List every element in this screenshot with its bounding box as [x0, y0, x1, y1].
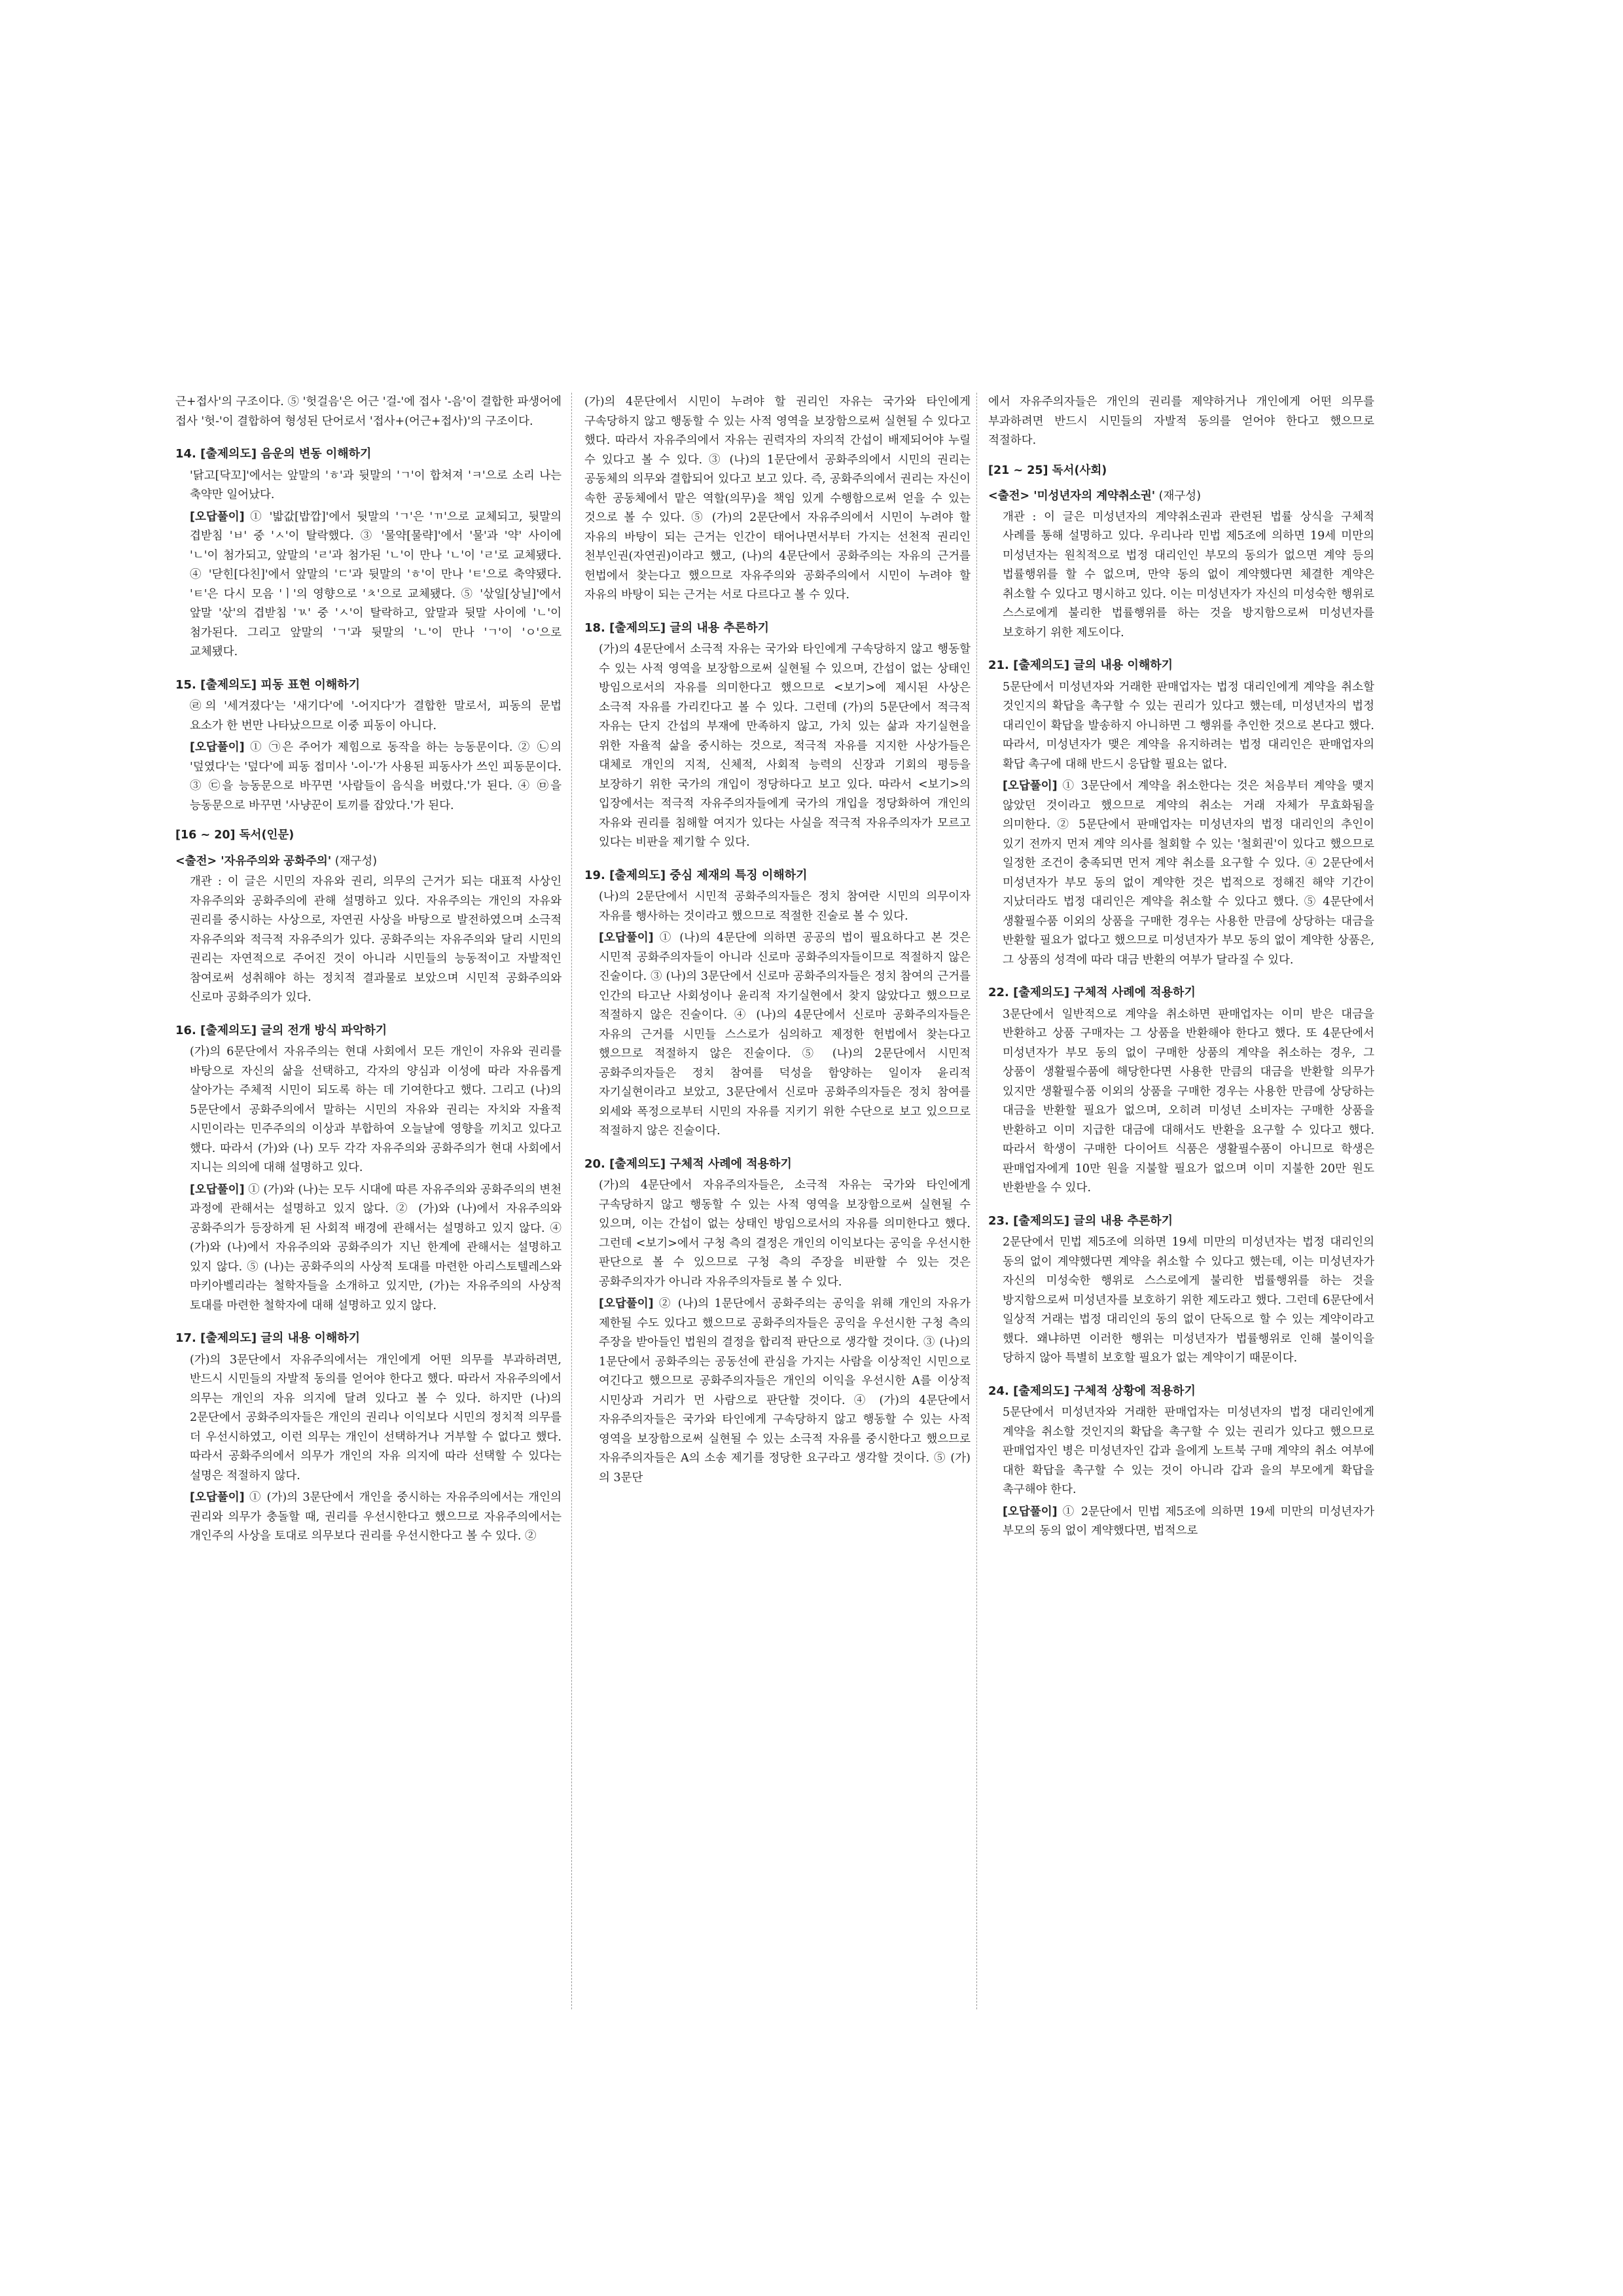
wrong-answer-explanation	[190, 1181, 562, 1316]
wrong-answer-label: [오답풀이]	[1003, 1505, 1058, 1518]
question-19	[584, 866, 971, 1141]
wrong-answer-label: [오답풀이]	[190, 741, 245, 754]
column-left	[175, 393, 562, 2016]
answer-explanation: ㉣의 '세겨졌다'는 '새기다'에 '-어지다'가 결합한 말로서, 피동의 문법 요소가 한 번만 나타났으므로 이중 피동이 아니다.	[190, 700, 562, 732]
continued-explanation: 근+접사'의 구조이다. ⑤ '헛걸음'은 어근 '걸-'에 접사 '-음'이 결합한 파생어에 접사 '헛-'이 결합하여 형성된 단어로서 '접사+(어근+접사)'의 구조이다.	[175, 395, 562, 428]
question-heading: 16. [출제의도] 글의 전개 방식 파악하기	[175, 1023, 387, 1037]
source-block	[988, 487, 1374, 643]
section-heading: [21 ~ 25] 독서(사회)	[988, 463, 1107, 477]
answer-explanation: '닭고[닥꼬]'에서는 앞말의 'ㅎ'과 뒷말의 'ㄱ'이 합쳐져 'ㅋ'으로 소리 나는 축약만 일어났다.	[190, 469, 562, 501]
question-17	[175, 1329, 562, 1547]
column-middle	[584, 393, 971, 2016]
source-overview: 개관 : 이 글은 시민의 자유와 권리, 의무의 근거가 되는 대표적 사상인 자유주의와 공화주의에 관해 설명하고 있다. 자유주의는 개인의 자유와 권리를 중시하는 사상으로, 자연권 사상을 바탕으로 발전하였으며 소극적 자유주의와 적극적 자유주의가 있다. 공화주의는 자유주의와 달리 시민의 권리는 자연적으로 주어진 것이 아니라 시민들의 능동적이고 자발적인 참여로써 성취해야 하는 정치적 결과물로 보았으며 시민적 공화주의와 신로마 공화주의가 있다.	[190, 875, 562, 1004]
answer-explanation: (가)의 6문단에서 자유주의는 현대 사회에서 모든 개인이 자유와 권리를 바탕으로 자신의 삶을 선택하고, 각자의 양심과 이성에 따라 자유롭게 살아가는 주체적 시민이 되도록 하는 데 기여한다고 했다. 그리고 (나)의 5문단에서 공화주의에서 말하는 시민의 자유와 권리는 자치와 자율적 시민이라는 민주주의의 이상과 부합하여 오늘날에 영향을 끼치고 있다고 했다. 따라서 (가)와 (나) 모두 각각 자유주의와 공화주의가 현대 사회에서 지니는 의의에 대해 설명하고 있다.	[190, 1045, 562, 1174]
column-divider	[976, 393, 977, 2009]
wrong-answer-label: [오답풀이]	[599, 1297, 654, 1310]
wrong-answer-text: ① (가)와 (나)는 모두 시대에 따른 자유주의와 공화주의의 변천 과정에 관해서는 설명하고 있지 않다. ② (가)와 (나)에서 자유주의와 공화주의가 등장하게 된 사회적 배경에 관해서는 설명하고 있지 않다. ④ (가)와 (나)에서 자유주의와 공화주의가 지닌 한계에 관해서는 설명하고 있지 않다. ⑤ (나)는 공화주의의 사상적 토대를 마련한 아리스토텔레스와 마키아벨리라는 철학자들을 소개하고 있지만, (가)는 자유주의의 사상적 토대를 마련한 철학자에 대해 설명하고 있지 않다.	[190, 1183, 562, 1312]
source-note: (재구성)	[1155, 490, 1202, 503]
wrong-answer-text: ② (나)의 1문단에서 공화주의는 공익을 위해 개인의 자유가 제한될 수도 있다고 했으므로 공화주의자들은 공익을 우선시한 구청 측의 주장을 받아들인 법원의 결정을 합리적 판단으로 생각할 것이다. ③ (나)의 1문단에서 공화주의는 공동선에 관심을 가지는 사람을 이상적인 시민으로 여긴다고 했으므로 공화주의자들은 개인의 이익을 우선시한 A를 이상적 시민상과 거리가 먼 사람으로 판단할 것이다. ④ (가)의 4문단에서 자유주의자들은 국가와 타인에게 구속당하지 않고 행동할 수 있는 사적 영역을 보장함으로써 실현될 수 있는 소극적 자유를 중시한다고 했으므로 자유주의자들은 A의 소송 제기를 정당한 요구라고 생각할 것이다. ⑤ (가)의 3문단	[599, 1297, 971, 1484]
question-15	[175, 675, 562, 816]
question-heading: 19. [출제의도] 중심 제재의 특징 이해하기	[584, 868, 808, 882]
question-heading: 15. [출제의도] 피동 표현 이해하기	[175, 677, 361, 692]
wrong-answer-explanation	[599, 1295, 971, 1488]
source-title: <출전> '자유주의와 공화주의'	[175, 854, 332, 868]
source-title: <출전> '미성년자의 계약취소권'	[988, 490, 1156, 503]
question-20	[584, 1155, 971, 1488]
column-divider	[571, 393, 572, 2009]
answer-explanation: 5문단에서 미성년자와 거래한 판매업자는 법정 대리인에게 계약을 취소할 것인지의 확답을 촉구할 수 있는 권리가 있다고 했는데, 미성년자의 법정 대리인이 확답을 발송하지 아니하면 그 행위를 추인한 것으로 본다고 했다. 따라서, 미성년자가 맺은 계약을 유지하려는 법정 대리인은 판매업자의 확답 촉구에 대해 반드시 응답할 필요는 없다.	[1003, 680, 1374, 771]
continued-explanation: 에서 자유주의자들은 개인의 권리를 제약하거나 개인에게 어떤 의무를 부과하려면 반드시 시민들의 자발적 동의를 얻어야 한다고 했으므로 적절하다.	[988, 395, 1374, 447]
source-block	[175, 852, 562, 1008]
column-right	[988, 393, 1374, 2016]
question-24	[988, 1382, 1374, 1541]
question-22	[988, 983, 1374, 1198]
answer-explanation: (가)의 4문단에서 자유주의자들은, 소극적 자유는 국가와 타인에게 구속당하지 않고 행동할 수 있는 사적 영역을 보장함으로써 실현될 수 있으며, 이는 간섭이 없는 상태인 방임으로서의 자유를 의미한다고 했다. 그런데 <보기>에서 구청 측의 결정은 개인의 이익보다는 공익을 우선시한 판단으로 볼 수 있으므로 구청 측의 주장을 비판할 수 있는 것은 공화주의자가 아니라 자유주의자들로 볼 수 있다.	[599, 1179, 971, 1289]
answer-explanation: 3문단에서 일반적으로 계약을 취소하면 판매업자는 이미 받은 대금을 반환하고 상품 구매자는 그 상품을 반환해야 한다고 했다. 또 4문단에서 미성년자가 부모 동의 없이 구매한 상품의 계약을 취소하는 경우, 그 상품이 생활필수품에 해당한다면 사용한 만큼의 대금을 반환할 의무가 있지만 생활필수품 이외의 상품을 구매한 경우는 사용한 만큼에 상당하는 대금을 반환할 필요가 없으며, 오히려 미성년 소비자는 구매한 상품을 반환하고 이미 지급한 대금에 대해서도 반환을 요구할 수 있다고 했다. 따라서 학생이 구매한 다이어트 식품은 생활필수품이 아니므로 학생은 판매업자에게 10만 원을 지불할 필요가 없으며 이미 지불한 20만 원도 반환받을 수 있다.	[1003, 1007, 1374, 1194]
answer-explanation: (나)의 2문단에서 시민적 공화주의자들은 정치 참여란 시민의 의무이자 자유를 행사하는 것이라고 했으므로 적절한 진술로 볼 수 있다.	[599, 890, 971, 923]
wrong-answer-explanation	[599, 929, 971, 1141]
wrong-answer-label: [오답풀이]	[1003, 780, 1058, 793]
question-heading: 17. [출제의도] 글의 내용 이해하기	[175, 1331, 361, 1345]
wrong-answer-text: ① 3문단에서 계약을 취소한다는 것은 처음부터 계약을 맺지 않았던 것이라고 했으므로 계약의 취소는 거래 자체가 무효화됨을 의미한다. ② 5문단에서 판매업자는 미성년자의 법정 대리인의 추인이 있기 전까지 먼저 계약 의사를 철회할 수 있는 '철회권'이 있다고 했으므로 일정한 조건이 충족되면 먼저 계약 취소를 요구할 수 있다. ④ 2문단에서 미성년자가 부모 동의 없이 계약한 것은 법적으로 정해진 해약 기간이 지났더라도 법정 대리인은 계약을 취소할 수 있다고 했다. ⑤ 4문단에서 생활필수품 이외의 상품을 구매한 경우는 사용한 만큼에 상당하는 대금을 반환할 필요가 없다고 했으므로 미성년자가 부모 동의 없이 계약한 상품은, 그 상품의 성격에 따라 대금 반환의 여부가 달라질 수 있다.	[1003, 780, 1374, 967]
question-heading: 20. [출제의도] 구체적 사례에 적용하기	[584, 1157, 792, 1171]
wrong-answer-label: [오답풀이]	[190, 1491, 245, 1504]
question-14	[175, 444, 562, 662]
question-heading: 14. [출제의도] 음운의 변동 이해하기	[175, 447, 372, 461]
question-heading: 23. [출제의도] 글의 내용 추론하기	[988, 1213, 1173, 1228]
wrong-answer-label: [오답풀이]	[599, 931, 654, 944]
question-23	[988, 1211, 1374, 1369]
source-title-line	[175, 852, 562, 872]
wrong-answer-explanation	[1003, 1503, 1374, 1541]
question-heading: 21. [출제의도] 글의 내용 이해하기	[988, 658, 1173, 672]
answer-explanation: 5문단에서 미성년자와 거래한 판매업자는 미성년자의 법정 대리인에게 계약을 취소할 것인지의 확답을 촉구할 수 있는 권리가 있다고 했으므로 판매업자인 병은 미성년자인 갑과 을에게 노트북 구매 계약의 취소 여부에 대한 확답을 촉구할 수 있는 것이 아니라 갑과 을의 부모에게 확답을 촉구해야 한다.	[1003, 1406, 1374, 1496]
wrong-answer-text: ① '밟값[밥깝]'에서 뒷말의 'ㄱ'은 'ㄲ'으로 교체되고, 뒷말의 겹받침 'ㅂ' 중 'ㅅ'이 탈락했다. ③ '물약[물략]'에서 '물'과 '약' 사이에 'ㄴ'이 첨가되고, 앞말의 'ㄹ'과 첨가된 'ㄴ'이 만나 'ㄴ'이 'ㄹ'로 교체됐다. ④ '닫힌[다친]'에서 앞말의 'ㄷ'과 뒷말의 'ㅎ'이 만나 'ㅌ'으로 축약됐다. 'ㅌ'은 다시 모음 'ㅣ'의 영향으로 'ㅊ'으로 교체됐다. ⑤ '삯일[상닐]'에서 앞말 '삯'의 겹받침 'ㄳ' 중 'ㅅ'이 탈락하고, 앞말과 뒷말 사이에 'ㄴ'이 첨가된다. 그리고 앞말의 'ㄱ'과 뒷말의 'ㄴ'이 만나 'ㄱ'이 'ㅇ'으로 교체됐다.	[190, 510, 562, 658]
question-16	[175, 1021, 562, 1316]
source-title-line	[988, 487, 1374, 507]
question-heading: 22. [출제의도] 구체적 사례에 적용하기	[988, 986, 1196, 999]
section-heading: [16 ~ 20] 독서(인문)	[175, 829, 294, 842]
wrong-answer-text: ① 2문단에서 민법 제5조에 의하면 19세 미만의 미성년자가 부모의 동의 없이 계약했다면, 법적으로	[1003, 1505, 1374, 1537]
wrong-answer-text: ① ㉠은 주어가 제힘으로 동작을 하는 능동문이다. ② ㉡의 '덮였다'는 '덮다'에 피동 접미사 '-이-'가 사용된 피동사가 쓰인 피동문이다. ③ ㉢을 능동문으로 바꾸면 '사람들이 음식을 버렸다.'가 된다. ④ ㉤을 능동문으로 바꾸면 '사냥꾼이 토끼를 잡았다.'가 된다.	[190, 741, 562, 812]
source-overview: 개관 : 이 글은 미성년자의 계약취소권과 관련된 법률 상식을 구체적 사례를 통해 설명하고 있다. 우리나라 민법 제5조에 의하면 19세 미만의 미성년자는 원칙적으로 법정 대리인인 부모의 동의가 없으면 계약 등의 법률행위를 할 수 없으며, 만약 동의 없이 계약했다면 체결한 계약은 취소할 수 있다고 명시하고 있다. 이는 미성년자가 자신의 미성숙한 행위로 스스로에게 불리한 법률행위를 하는 것을 방지함으로써 미성년자를 보호하기 위한 제도이다.	[1003, 510, 1374, 639]
wrong-answer-label: [오답풀이]	[190, 510, 245, 524]
answer-explanation: (가)의 3문단에서 자유주의에서는 개인에게 어떤 의무를 부과하려면, 반드시 시민들의 자발적 동의를 얻어야 한다고 했다. 따라서 자유주의에서 의무는 개인의 자유 의지에 달려 있다고 볼 수 있다. 하지만 (나)의 2문단에서 공화주의자들은 개인의 권리나 이익보다 시민의 정치적 의무를 더 우선시하였고, 이런 의무는 개인이 선택하거나 거부할 수 없다고 했다. 따라서 공화주의에서 의무가 개인의 자유 의지에 따라 선택할 수 있다는 설명은 적절하지 않다.	[190, 1353, 562, 1482]
question-18	[584, 619, 971, 853]
wrong-answer-label: [오답풀이]	[190, 1183, 245, 1196]
wrong-answer-text: ① (가)의 3문단에서 개인을 중시하는 자유주의에서는 개인의 권리와 의무가 충돌할 때, 권리를 우선시한다고 했으므로 자유주의에서는 개인주의 사상을 토대로 의무보다 권리를 우선시한다고 볼 수 있다. ②	[190, 1491, 562, 1543]
wrong-answer-explanation	[190, 508, 562, 662]
wrong-answer-text: ① (나)의 4문단에 의하면 공공의 법이 필요하다고 본 것은 시민적 공화주의자들이 아니라 신로마 공화주의자들이므로 적절하지 않은 진술이다. ③ (나)의 3문단에서 신로마 공화주의자들은 정치 참여의 근거를 인간의 타고난 사회성이나 윤리적 자기실현에서 찾지 않았다고 했으므로 적절하지 않은 진술이다. ④ (나)의 4문단에서 신로마 공화주의자들은 자유의 근거를 시민들 스스로가 심의하고 제정한 헌법에서 찾는다고 했으므로 적절하지 않은 진술이다. ⑤ (나)의 2문단에서 시민적 공화주의자들은 정치 참여를 덕성을 함양하는 일이자 윤리적 자기실현이라고 보았고, 3문단에서 신로마 공화주의자들은 정치 참여를 외세와 폭정으로부터 시민의 자유를 지키기 위한 수단으로 보고 있으므로 적절하지 않은 진술이다.	[599, 931, 971, 1138]
wrong-answer-explanation	[1003, 777, 1374, 970]
answer-explanation: 2문단에서 민법 제5조에 의하면 19세 미만의 미성년자는 법정 대리인의 동의 없이 계약했다면 계약을 취소할 수 있다고 했는데, 이는 미성년자가 자신의 미성숙한 행위로 스스로에게 불리한 법률행위를 하는 것을 방지함으로써 미성년자를 보호하기 위한 제도라고 했다. 그런데 6문단에서 일상적 거래는 법정 대리인의 동의 없이 단독으로 할 수 있는 계약이라고 했다. 왜냐하면 이러한 행위는 미성년자가 법률행위로 인해 불이익을 당하지 않아 특별히 보호할 필요가 없는 계약이기 때문이다.	[1003, 1236, 1374, 1365]
answer-explanation: (가)의 4문단에서 소극적 자유는 국가와 타인에게 구속당하지 않고 행동할 수 있는 사적 영역을 보장함으로써 실현될 수 있으며, 간섭이 없는 상태인 방임으로서의 자유를 의미한다고 했으므로 <보기>에 제시된 사상은 소극적 자유를 가리킨다고 볼 수 있다. 그런데 (가)의 5문단에서 적극적 자유는 단지 간섭의 부재에 만족하지 않고, 가치 있는 삶과 자기실현을 위한 자율적 삶을 중시하는 것으로, 적극적 자유를 지지한 사상가들은 대체로 개인의 지적, 신체적, 사회적 능력의 신장과 기회의 평등을 보장하기 위한 국가의 개입이 정당하다고 보고 있다. 따라서 <보기>의 입장에서는 적극적 자유주의자들에게 국가의 개입을 정당화하여 개인의 자유와 권리를 침해할 여지가 있다는 사실을 적극적 자유주의자가 모르고 있다는 비판을 제기할 수 있다.	[599, 643, 971, 849]
question-21	[988, 656, 1374, 970]
wrong-answer-explanation	[190, 738, 562, 816]
question-heading: 18. [출제의도] 글의 내용 추론하기	[584, 620, 770, 635]
continued-explanation: (가)의 4문단에서 시민이 누려야 할 권리인 자유는 국가와 타인에게 구속당하지 않고 행동할 수 있는 사적 영역을 보장함으로써 실현될 수 있다고 했다. 따라서 자유주의에서 자유는 권력자의 자의적 간섭이 배제되어야 누릴 수 있다고 볼 수 있다. ③ (나)의 1문단에서 공화주의에서 시민의 권리는 공동체의 의무와 결합되어 있다고 보고 있다. 즉, 공화주의에서 권리는 자신이 속한 공동체에서 맡은 역할(의무)을 책임 있게 수행함으로써 얻을 수 있는 것으로 볼 수 있다. ⑤ (가)의 2문단에서 자유주의에서 시민이 누려야 할 자유의 바탕이 되는 근거는 인간이 태어나면서부터 가지는 선천적 권리인 천부인권(자연권)이라고 했고, (나)의 4문단에서 공화주의는 자유의 근거를 헌법에서 찾는다고 했으므로 자유주의와 공화주의에서 시민이 누려야 할 자유의 바탕이 되는 근거는 서로 다르다고 볼 수 있다.	[584, 395, 971, 601]
question-heading: 24. [출제의도] 구체적 상황에 적용하기	[988, 1384, 1196, 1398]
source-note: (재구성)	[331, 854, 378, 868]
wrong-answer-explanation	[190, 1488, 562, 1547]
